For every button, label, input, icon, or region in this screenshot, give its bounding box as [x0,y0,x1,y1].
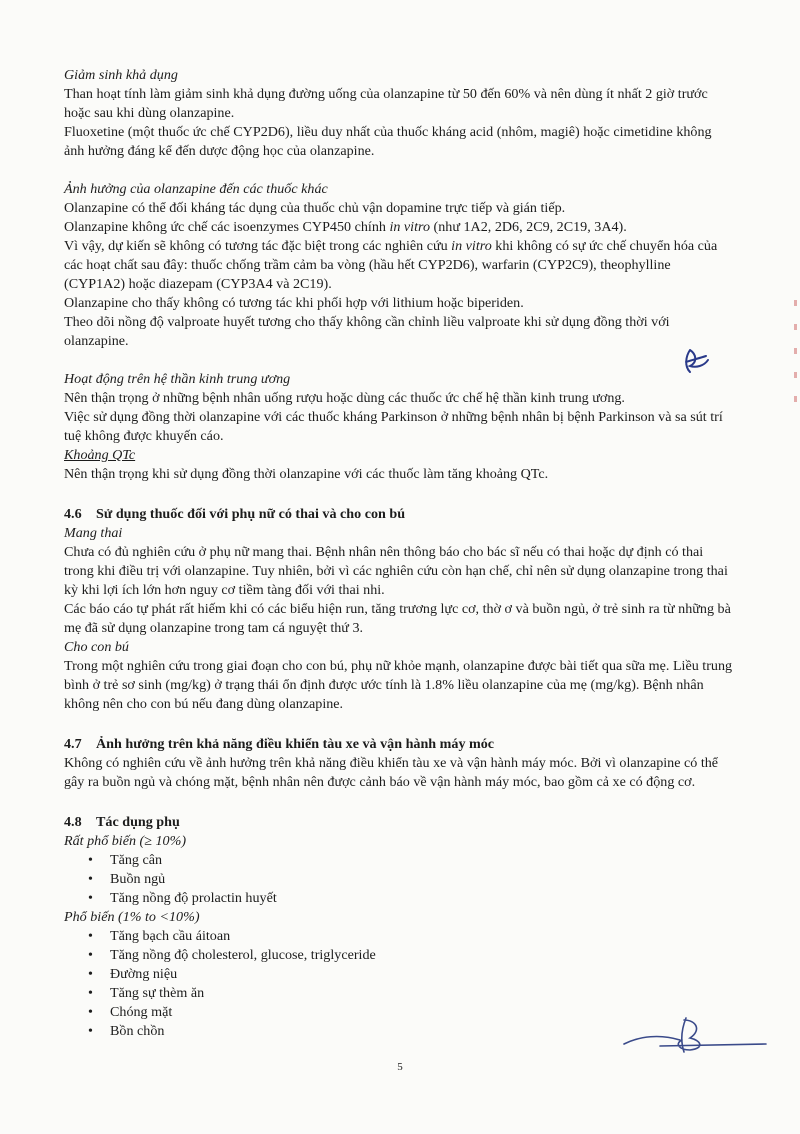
section-heading: Giảm sinh khả dụng [64,67,178,83]
bullet-list [64,851,734,908]
section-heading: Hoạt động trên hệ thần kinh trung ương [64,371,291,387]
paragraph: Trong một nghiên cứu trong giai đoạn cho con bú, phụ nữ khỏe mạnh, olanzapine được bài tiết qua sữa mẹ. Liều trung bình ở trẻ sơ sinh (mg/kg) ở trạng thái ổn định được ước tính là 1.8% liều olanzapine của mẹ (mg/kg). Bệnh nhân không nên cho con bú nếu đang dùng olanzapine. [64,658,733,712]
handwritten-signature [620,1010,770,1060]
subheading: Phổ biến (1% to <10%) [64,909,200,925]
page-number: 5 [397,1061,403,1073]
list-item: • Tăng nồng độ cholesterol, glucose, triglyceride [64,946,734,965]
list-item: • Tăng sự thèm ăn [64,984,734,1003]
list-item: • Tăng bạch cầu áitoan [64,927,734,946]
paragraph: Olanzapine có thể đối kháng tác dụng của thuốc chủ vận dopamine trực tiếp và gián tiếp. [64,200,566,216]
paragraph: Không có nghiên cứu về ảnh hưởng trên khả năng điều khiển tàu xe và vận hành máy móc. Bởi vì olanzapine có thể gây ra buồn ngủ và chóng mặt, bệnh nhân nên được cảnh báo về vận hành máy móc, bao gồm cả xe có động cơ. [64,755,719,790]
list-item: • Tăng nồng độ prolactin huyết [64,889,734,908]
paragraph: Than hoạt tính làm giảm sinh khả dụng đường uống của olanzapine từ 50 đến 60% và nên dùng ít nhất 2 giờ trước hoặc sau khi dùng olanzapine. [64,86,708,121]
paragraph: Các báo cáo tự phát rất hiếm khi có các biểu hiện run, tăng trương lực cơ, thờ ơ và buồn ngủ, ở trẻ sinh ra từ những bà mẹ đã sử dụng olanzapine trong tam cá nguyệt thứ 3. [64,601,731,636]
margin-marks [790,300,800,420]
paragraph: Nên thận trọng khi sử dụng đồng thời olanzapine với các thuốc làm tăng khoảng QTc. [64,466,549,482]
subheading: Rất phổ biến (≥ 10%) [64,833,187,849]
section-title: 4.7 Ảnh hưởng trên khả năng điều khiển tàu xe và vận hành máy móc [64,736,495,752]
section-title: 4.8 Tác dụng phụ [64,814,180,830]
section-title: 4.6 Sử dụng thuốc đối với phụ nữ có thai và cho con bú [64,506,406,522]
subheading: Mang thai [64,525,123,541]
list-item: • Đường niệu [64,965,734,984]
document-page [64,66,734,1041]
paragraph: Olanzapine không ức chế các isoenzymes CYP450 chính in vitro (như 1A2, 2D6, 2C9, 2C19, 3A4). [64,219,627,235]
paragraph: Theo dõi nồng độ valproate huyết tương cho thấy không cần chỉnh liều valproate khi sử dụng đồng thời với olanzapine. [64,314,670,349]
list-item: • Bồn chồn [64,1022,734,1041]
list-item: • Tăng cân [64,851,734,870]
paragraph: Olanzapine cho thấy không có tương tác khi phối hợp với lithium hoặc biperiden. [64,295,524,311]
handwritten-initial [676,346,716,382]
paragraph: Vì vậy, dự kiến sẽ không có tương tác đặc biệt trong các nghiên cứu in vitro khi không có sự ức chế chuyển hóa của các hoạt chất sau đây: thuốc chống trầm cảm ba vòng (hầu hết CYP2D6), warfarin (CYP2C9), theophylline (CYP1A2) hoặc diazepam (CYP3A4 và 2C19). [64,238,718,292]
paragraph: Chưa có đủ nghiên cứu ở phụ nữ mang thai. Bệnh nhân nên thông báo cho bác sĩ nếu có thai hoặc dự định có thai trong khi điều trị với olanzapine. Tuy nhiên, bởi vì các nghiên cứu còn hạn chế, chỉ nên sử dụng olanzapine trong thai kỳ khi lợi ích lớn hơn nguy cơ tiềm tàng đối với thai nhi. [64,544,728,598]
paragraph: Nên thận trọng ở những bệnh nhân uống rượu hoặc dùng các thuốc ức chế hệ thần kinh trung ương. [64,390,625,406]
list-item: • Chóng mặt [64,1003,734,1022]
paragraph: Fluoxetine (một thuốc ức chế CYP2D6), liều duy nhất của thuốc kháng acid (nhôm, magiê) hoặc cimetidine không ảnh hưởng đáng kể đến dược động học của olanzapine. [64,124,712,159]
section-heading: Ảnh hưởng của olanzapine đến các thuốc khác [64,181,328,197]
subheading: Khoảng QTc [64,447,136,463]
subheading: Cho con bú [64,639,129,655]
list-item: • Buồn ngủ [64,870,734,889]
paragraph: Việc sử dụng đồng thời olanzapine với các thuốc kháng Parkinson ở những bệnh nhân bị bệnh Parkinson và sa sút trí tuệ không được khuyến cáo. [64,409,723,444]
